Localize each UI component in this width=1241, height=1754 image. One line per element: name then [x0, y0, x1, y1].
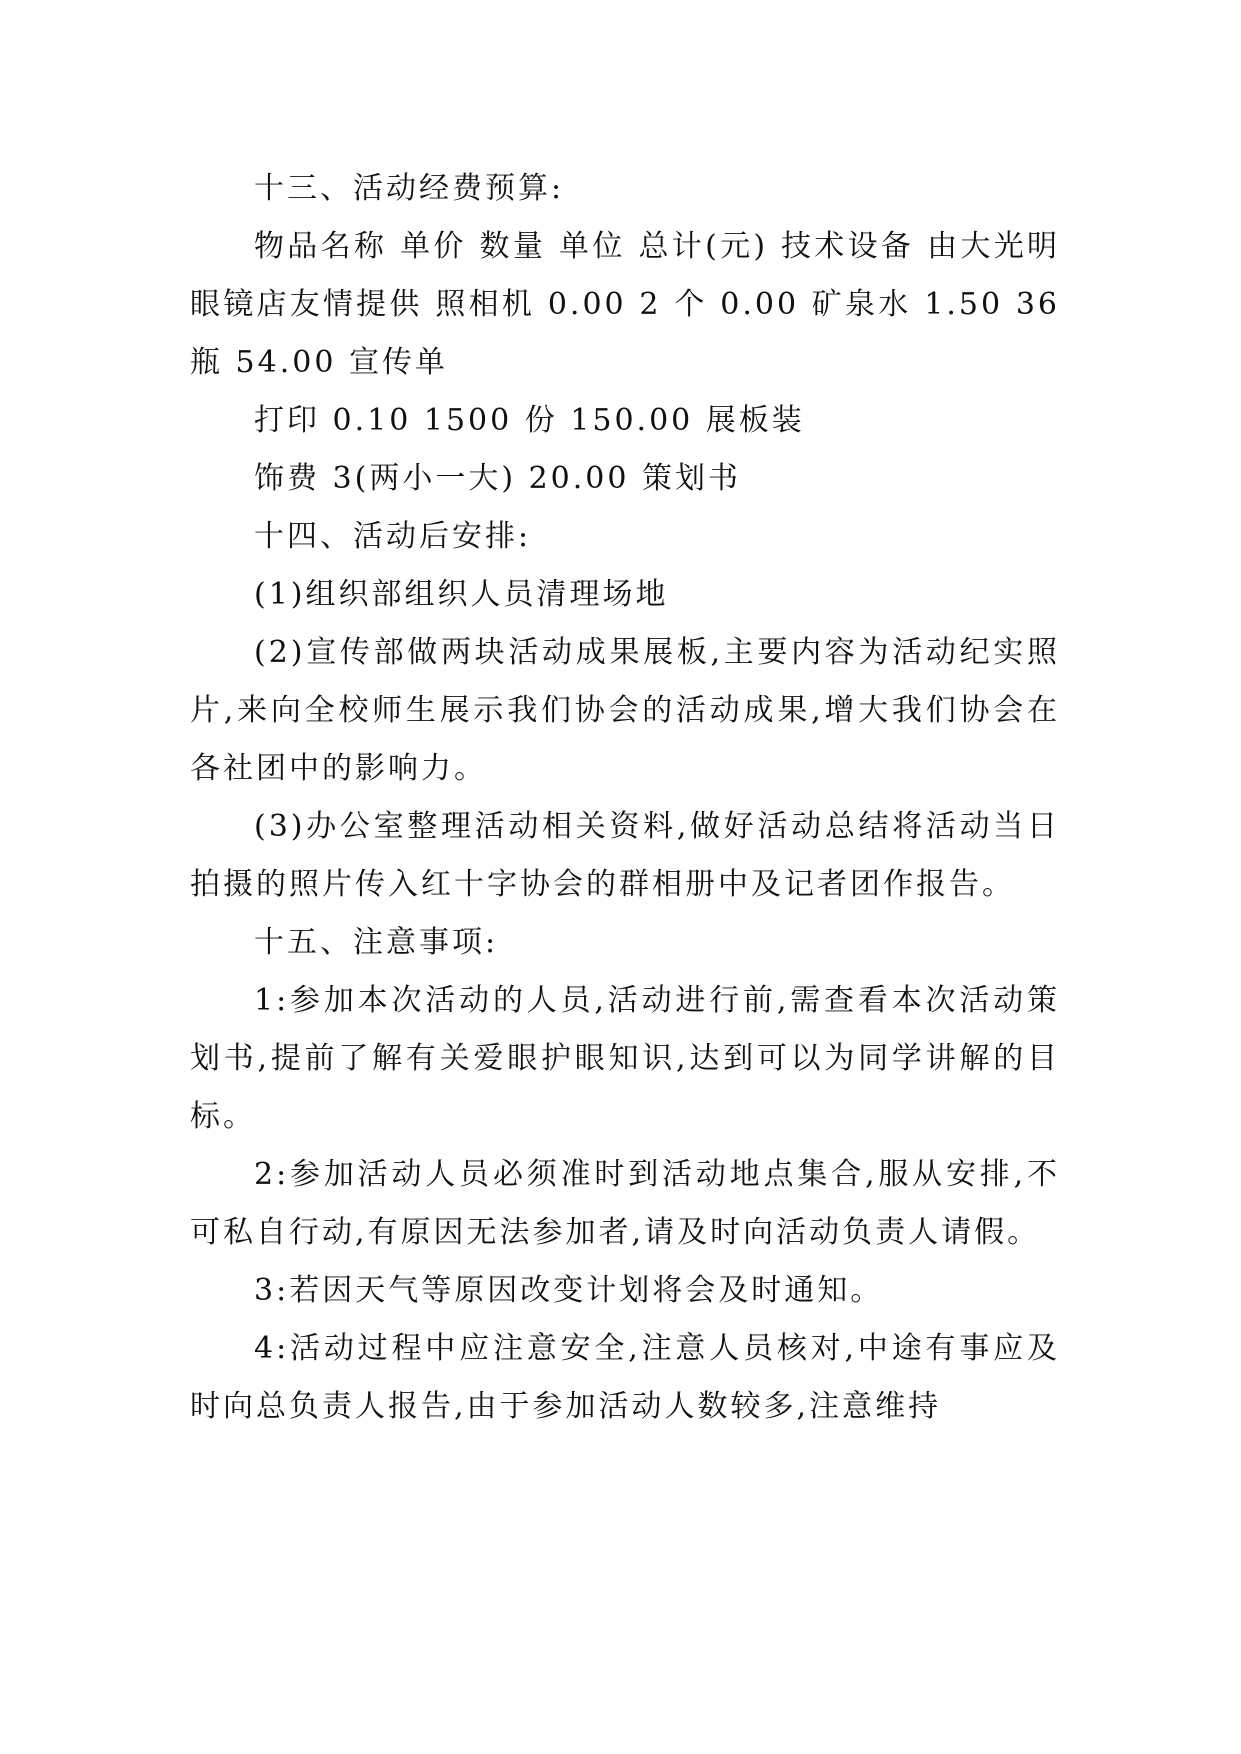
note-item-3: 3:若因天气等原因改变计划将会及时通知。	[254, 1273, 884, 1308]
document-body	[190, 160, 1060, 1436]
budget-line-print: 打印 0.10 1500 份 150.00 展板装	[254, 403, 805, 438]
section-heading-budget: 十三、活动经费预算:	[254, 171, 565, 206]
after-activity-item-1: (1)组织部组织人员清理场地	[254, 577, 669, 612]
after-activity-item-3: (3)办公室整理活动相关资料,做好活动总结将活动当日拍摄的照片传入红十字协会的群相册中及记者团作报告。	[190, 809, 1060, 902]
note-item-2: 2:参加活动人员必须准时到活动地点集合,服从安排,不可私自行动,有原因无法参加者,请及时向活动负责人请假。	[190, 1157, 1060, 1250]
after-activity-item-2: (2)宣传部做两块活动成果展板,主要内容为活动纪实照片,来向全校师生展示我们协会的活动成果,增大我们协会在各社团中的影响力。	[190, 635, 1060, 786]
budget-line-decoration: 饰费 3(两小一大) 20.00 策划书	[254, 461, 741, 496]
section-heading-notes: 十五、注意事项:	[254, 925, 499, 960]
note-item-4: 4:活动过程中应注意安全,注意人员核对,中途有事应及时向总负责人报告,由于参加活动人数较多,注意维持	[190, 1331, 1060, 1424]
note-item-1: 1:参加本次活动的人员,活动进行前,需查看本次活动策划书,提前了解有关爱眼护眼知识,达到可以为同学讲解的目标。	[190, 983, 1060, 1134]
budget-paragraph: 物品名称 单价 数量 单位 总计(元) 技术设备 由大光明眼镜店友情提供 照相机 0.00 2 个 0.00 矿泉水 1.50 36 瓶 54.00 宣传单	[190, 229, 1060, 380]
section-heading-after-activity: 十四、活动后安排:	[254, 519, 532, 554]
